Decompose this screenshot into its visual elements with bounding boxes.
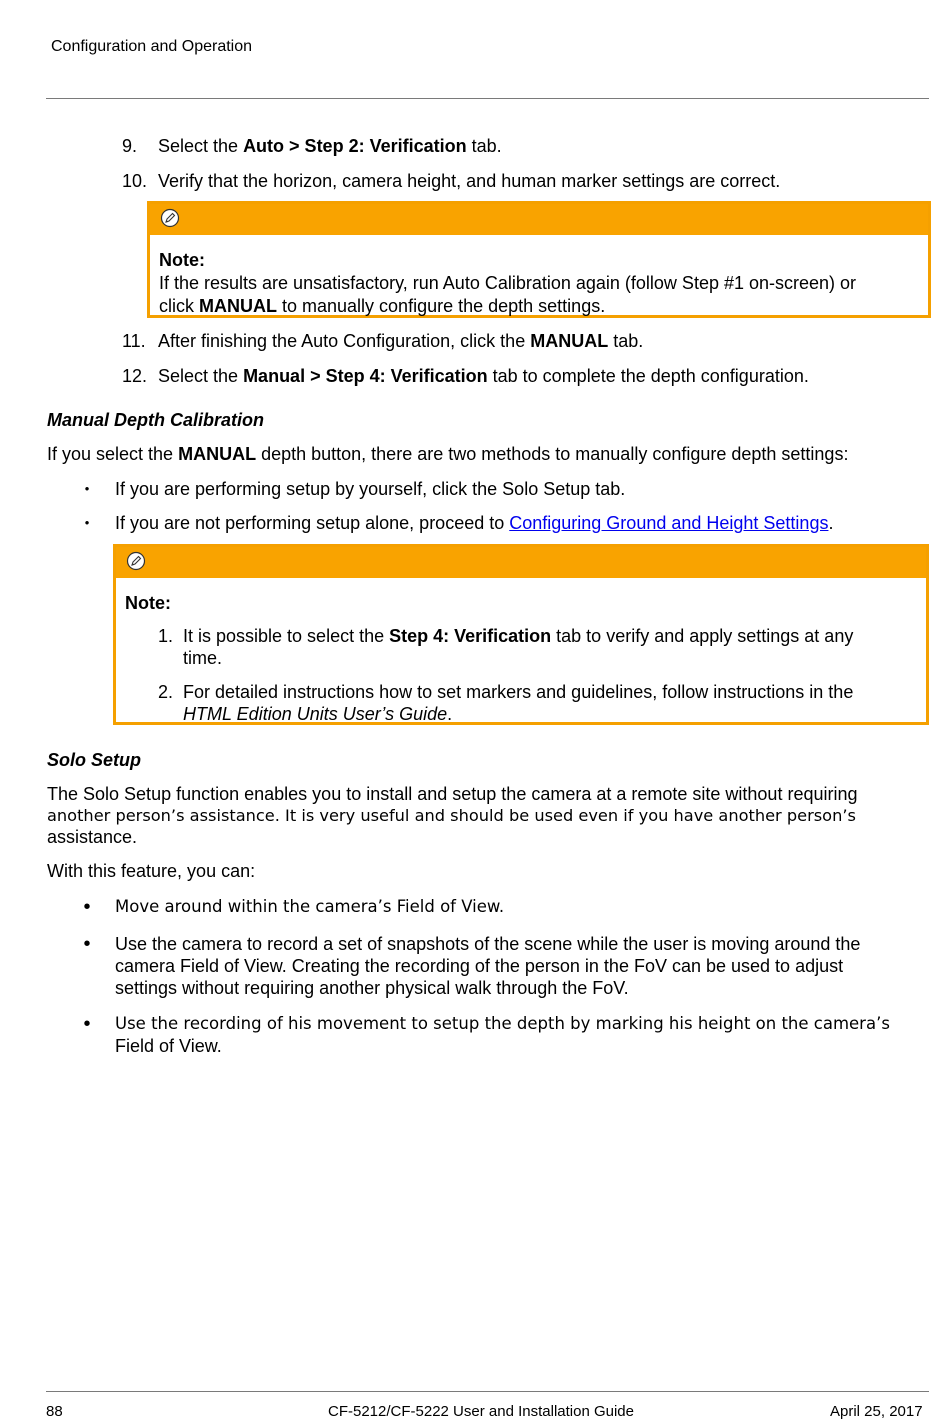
step-text-bold: Auto > Step 2: Verification	[243, 136, 467, 156]
bullet-text-line: Use the recording of his movement to setup the depth by marking his height on the camera’s	[115, 1014, 890, 1033]
step-10	[122, 170, 912, 192]
note-header-bar	[150, 204, 928, 235]
step-number: 11.	[122, 331, 146, 351]
solo-para-line3: assistance.	[47, 827, 138, 847]
footer-date: April 25, 2017	[830, 1403, 923, 1420]
page-number: 88	[46, 1403, 63, 1420]
list-item	[78, 478, 918, 500]
manual-intro	[47, 443, 917, 465]
note-item-text	[183, 625, 923, 647]
footer-document-title: CF-5212/CF-5222 User and Installation Guide	[328, 1403, 634, 1420]
pen-note-icon	[126, 551, 146, 571]
list-item	[78, 1013, 918, 1057]
step-number: 10.	[122, 171, 148, 191]
step-text: Verify that the horizon, camera height, and human marker settings are correct.	[158, 171, 781, 191]
note-item-post: tab to verify and apply settings at any	[551, 626, 854, 646]
note-text-pre: click	[159, 296, 199, 316]
bullet-dot: •	[84, 481, 90, 496]
solo-para-feature-intro: With this feature, you can:	[47, 861, 256, 881]
step-text-post: tab to complete the depth configuration.	[487, 366, 809, 386]
step-text-post: tab.	[608, 331, 644, 351]
bullet-text: Move around within the camera’s Field of View.	[115, 897, 505, 916]
bullet-text-pre: If you are not performing setup alone, proceed to	[115, 513, 510, 533]
note-box-manual	[113, 544, 929, 725]
intro-pre: If you select the	[47, 444, 179, 464]
bullet-text	[115, 1013, 915, 1057]
page-header-title: Configuration and Operation	[51, 38, 253, 55]
step-text-bold: MANUAL	[530, 331, 609, 351]
step-text-bold: Manual > Step 4: Verification	[243, 366, 488, 386]
bullet-text-post: .	[828, 513, 834, 533]
configuring-ground-height-link[interactable]: Configuring Ground and Height Settings	[509, 513, 829, 533]
note-text-line2	[159, 295, 929, 317]
bullet-dot: •	[83, 896, 91, 918]
note-item-text-line2	[183, 703, 452, 725]
step-9	[122, 135, 912, 157]
step-text-pre: Select the	[158, 136, 244, 156]
note-label: Note:	[159, 250, 205, 270]
bullet-text-line: Field of View.	[115, 1036, 222, 1056]
step-number: 9.	[122, 136, 138, 156]
intro-post: depth button, there are two methods to manually configure depth settings:	[256, 444, 849, 464]
step-text	[158, 365, 918, 387]
bullet-text-line: settings without requiring another physical walk through the FoV.	[115, 978, 629, 998]
note-item-post: .	[447, 704, 453, 724]
note-label: Note:	[125, 593, 171, 613]
intro-bold: MANUAL	[178, 444, 257, 464]
note-box-auto-calibration	[147, 201, 931, 318]
step-12	[122, 365, 912, 387]
solo-para-line2: another person’s assistance. It is very useful and should be used even if you have another person’s	[47, 806, 856, 825]
note-item-text: For detailed instructions how to set markers and guidelines, follow instructions in the	[183, 682, 854, 702]
note-item-pre: It is possible to select the	[183, 626, 390, 646]
step-text-post: tab.	[466, 136, 502, 156]
note-item-number: 2.	[158, 682, 174, 702]
section-heading-solo-setup: Solo Setup	[47, 750, 141, 770]
note-text-bold: MANUAL	[199, 296, 277, 316]
note-header-bar	[116, 547, 926, 578]
list-item	[78, 933, 918, 999]
bullet-text	[115, 933, 915, 999]
footer-divider	[46, 1391, 929, 1392]
header-divider	[46, 98, 929, 99]
note-item-text-line2: time.	[183, 648, 223, 668]
bullet-text	[115, 512, 915, 534]
note-text-post: to manually configure the depth settings.	[277, 296, 606, 316]
bullet-dot: •	[84, 515, 90, 530]
bullet-dot: •	[83, 1013, 91, 1035]
step-text-pre: After finishing the Auto Configuration, click the	[158, 331, 531, 351]
note-text-line1: If the results are unsatisfactory, run Auto Calibration again (follow Step #1 on-screen) or	[159, 273, 857, 293]
step-text-pre: Select the	[158, 366, 244, 386]
step-number: 12.	[122, 366, 148, 386]
solo-para-line1: The Solo Setup function enables you to install and setup the camera at a remote site without requiring	[47, 784, 858, 804]
bullet-text-line: Use the camera to record a set of snapshots of the scene while the user is moving around the	[115, 934, 861, 954]
step-text	[158, 330, 918, 352]
step-text	[158, 135, 918, 157]
list-item	[78, 512, 918, 534]
note-item-bold: Step 4: Verification	[389, 626, 552, 646]
guide-title-italic: HTML Edition Units User’s Guide	[183, 704, 448, 724]
bullet-text: If you are performing setup by yourself, click the Solo Setup tab.	[115, 479, 626, 499]
note-item-number: 1.	[158, 626, 174, 646]
section-heading-manual-depth: Manual Depth Calibration	[47, 410, 265, 430]
list-item	[78, 896, 918, 918]
bullet-dot: •	[83, 933, 91, 955]
bullet-text-line: camera Field of View. Creating the recording of the person in the FoV can be used to adjust	[115, 956, 844, 976]
pen-note-icon	[160, 208, 180, 228]
step-11	[122, 330, 912, 352]
